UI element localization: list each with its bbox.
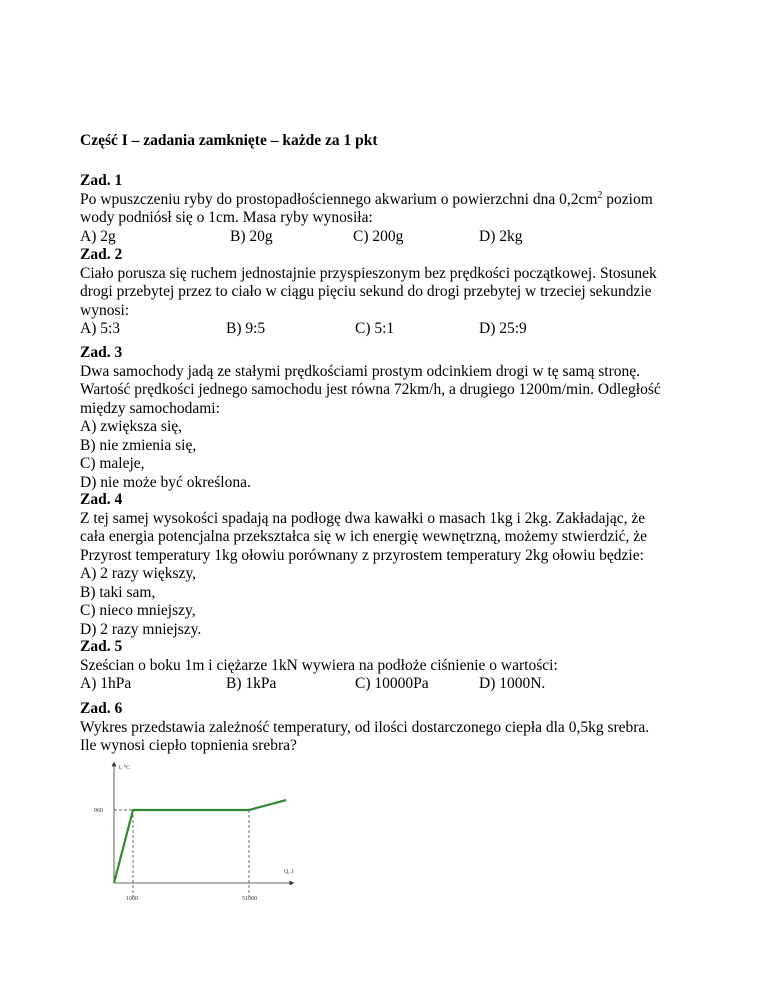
x-tick-label: 51000	[242, 896, 257, 902]
option-b[interactable]: B) 20g	[230, 227, 273, 245]
task-2	[80, 246, 700, 339]
option-c[interactable]: C) nieco mniejszy,	[80, 602, 196, 619]
task-text-line: Z tej samej wysokości spadają na podłogę dwa kawałki o masach 1kg i 2kg. Zakładając, że	[80, 509, 646, 527]
superscript: 2	[597, 189, 603, 201]
answer-options	[80, 675, 700, 694]
option-d[interactable]: D) nie może być określona.	[80, 473, 251, 491]
y-axis-label: t, °C	[119, 765, 131, 771]
task-text-line: Dwa samochody jadą ze stałymi prędkościami prostym odcinkiem drogi w tę samą stronę.	[80, 362, 641, 380]
task-text-line: cała energia potencjalna przekształca się w ich energię wewnętrzną, możemy stwierdzić, że	[80, 528, 648, 545]
series-line	[114, 810, 249, 883]
task-text-line: Ciało porusza się ruchem jednostajnie przyspieszonym bez prędkości początkowej. Stosunek	[80, 264, 657, 282]
task-text-line: Wartość prędkości jednego samochodu jest równa 72km/h, a drugiego 1200m/min. Odległość	[80, 381, 661, 398]
task-3	[80, 344, 700, 492]
task-text-line: wody podniósł się o 1cm. Masa ryby wynosiła:	[80, 209, 373, 226]
task-1	[80, 172, 700, 246]
option-b[interactable]: B) 9:5	[226, 320, 266, 337]
task-text-line: wynosi:	[80, 301, 130, 319]
task-text-line: między samochodami:	[80, 399, 220, 417]
text-fragment: Po wpuszczeniu ryby do prostopadłościennego akwarium o powierzchni dna 0,2cm	[80, 190, 598, 208]
option-a[interactable]: A) 2 razy większy,	[80, 565, 197, 582]
task-title: Zad. 2	[80, 246, 123, 263]
guide-lines	[114, 810, 249, 897]
task-text-line: Sześcian o boku 1m i ciężarze 1kN wywiera na podłoże ciśnienie o wartości:	[80, 656, 558, 674]
option-c[interactable]: C) 10000Pa	[355, 675, 429, 692]
option-d[interactable]: D) 1000N.	[479, 675, 546, 692]
answer-options	[80, 320, 700, 339]
option-b[interactable]: B) nie zmienia się,	[80, 436, 197, 454]
task-text-line: Ile wynosi ciepło topnienia srebra?	[80, 737, 297, 754]
option-a[interactable]: A) zwiększa się,	[80, 418, 182, 435]
task-text-line: Przyrost temperatury 1kg ołowiu porównany z przyrostem temperatury 2kg ołowiu będzie:	[80, 546, 644, 564]
y-tick-label: 960	[94, 808, 103, 814]
task-5	[80, 638, 700, 694]
answer-options	[80, 565, 700, 639]
data-series	[114, 800, 286, 883]
x-axis-label: Q, J	[284, 869, 294, 875]
task-title: Zad. 5	[80, 638, 123, 655]
option-b[interactable]: B) taki sam,	[80, 583, 156, 601]
section-heading: Część I – zadania zamknięte – każde za 1 pkt	[80, 132, 378, 149]
task-title: Zad. 4	[80, 491, 123, 508]
option-c[interactable]: C) 5:1	[355, 320, 395, 337]
task-text-line: drogi przebytej przez to ciało w ciągu pięciu sekund do drogi przebytej w trzeciej sekundzie	[80, 283, 652, 300]
task-title: Zad. 6	[80, 700, 123, 717]
option-c[interactable]: C) 200g	[353, 227, 404, 245]
option-b[interactable]: B) 1kPa	[226, 675, 277, 692]
option-d[interactable]: D) 2kg	[479, 227, 523, 245]
option-a[interactable]: A) 2g	[80, 227, 116, 245]
text-fragment: poziom	[602, 190, 653, 208]
option-d[interactable]: D) 25:9	[479, 320, 527, 337]
task-4	[80, 491, 700, 639]
task-title: Zad. 1	[80, 172, 123, 189]
task-text-line	[80, 191, 700, 210]
task-title: Zad. 3	[80, 344, 123, 361]
task-text-line: Wykres przedstawia zależność temperatury, od ilości dostarczonego ciepła dla 0,5kg srebra.	[80, 718, 650, 736]
option-a[interactable]: A) 5:3	[80, 320, 121, 337]
series-line	[249, 800, 286, 810]
task-6	[80, 700, 700, 756]
temperature-heat-chart	[80, 758, 320, 906]
option-c[interactable]: C) maleje,	[80, 455, 145, 472]
option-d[interactable]: D) 2 razy mniejszy.	[80, 620, 202, 638]
answer-options	[80, 228, 700, 247]
x-tick-label: 1000	[126, 896, 138, 902]
tick-labels	[94, 808, 257, 902]
option-a[interactable]: A) 1hPa	[80, 675, 132, 692]
answer-options	[80, 418, 700, 492]
